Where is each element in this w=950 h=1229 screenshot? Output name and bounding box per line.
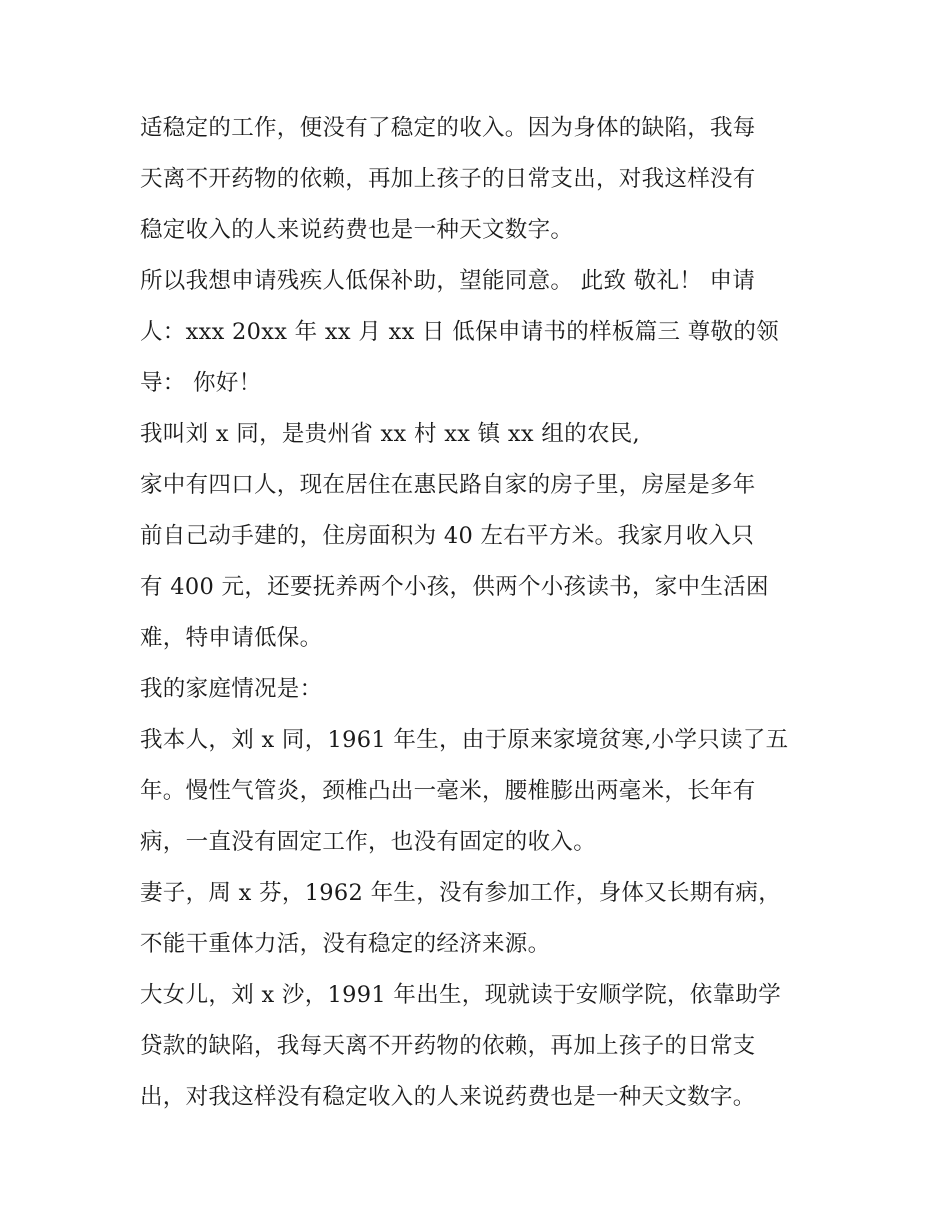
- text-line: 稳定收入的人来说药费也是一种天文数字。: [140, 217, 574, 243]
- document-body: [140, 103, 820, 1123]
- text-line: 人：xxx 20xx 年 xx 月 xx 日 低保申请书的样板篇三 尊敬的领: [140, 319, 779, 345]
- text-line: 前自己动手建的，住房面积为 40 左右平方米。我家月收入只: [140, 523, 755, 549]
- text-line: 适稳定的工作，便没有了稳定的收入。因为身体的缺陷，我每: [140, 115, 756, 141]
- text-line: 我本人，刘 x 同，1961 年生，由于原来家境贫寒,小学只读了五: [140, 727, 789, 753]
- text-line: 妻子，周 x 芬，1962 年生，没有参加工作，身体又长期有病，: [140, 880, 782, 906]
- text-line: 我叫刘 x 同，是贵州省 xx 村 xx 镇 xx 组的农民,: [140, 421, 640, 447]
- text-line: 年。慢性气管炎，颈椎凸出一毫米，腰椎膨出两毫米，长年有: [140, 778, 756, 804]
- text-line: 天离不开药物的依赖，再加上孩子的日常支出，对我这样没有: [140, 166, 756, 192]
- text-line: 我的家庭情况是：: [140, 676, 323, 702]
- text-line: 出，对我这样没有稳定收入的人来说药费也是一种天文数字。: [140, 1084, 756, 1110]
- text-line: 所以我想申请残疾人低保补助，望能同意。 此致 敬礼！ 申请: [140, 268, 756, 294]
- text-line: 病，一直没有固定工作，也没有固定的收入。: [140, 829, 597, 855]
- text-line: 难，特申请低保。: [140, 625, 323, 651]
- text-line: 大女儿，刘 x 沙，1991 年出生，现就读于安顺学院，依靠助学: [140, 982, 782, 1008]
- text-line: 导： 你好！: [140, 370, 262, 396]
- text-line: 贷款的缺陷，我每天离不开药物的依赖，再加上孩子的日常支: [140, 1033, 756, 1059]
- text-line: 不能干重体力活，没有稳定的经济来源。: [140, 931, 551, 957]
- text-line: 家中有四口人，现在居住在惠民路自家的房子里，房屋是多年: [140, 472, 756, 498]
- text-line: 有 400 元，还要抚养两个小孩，供两个小孩读书，家中生活困: [140, 574, 769, 600]
